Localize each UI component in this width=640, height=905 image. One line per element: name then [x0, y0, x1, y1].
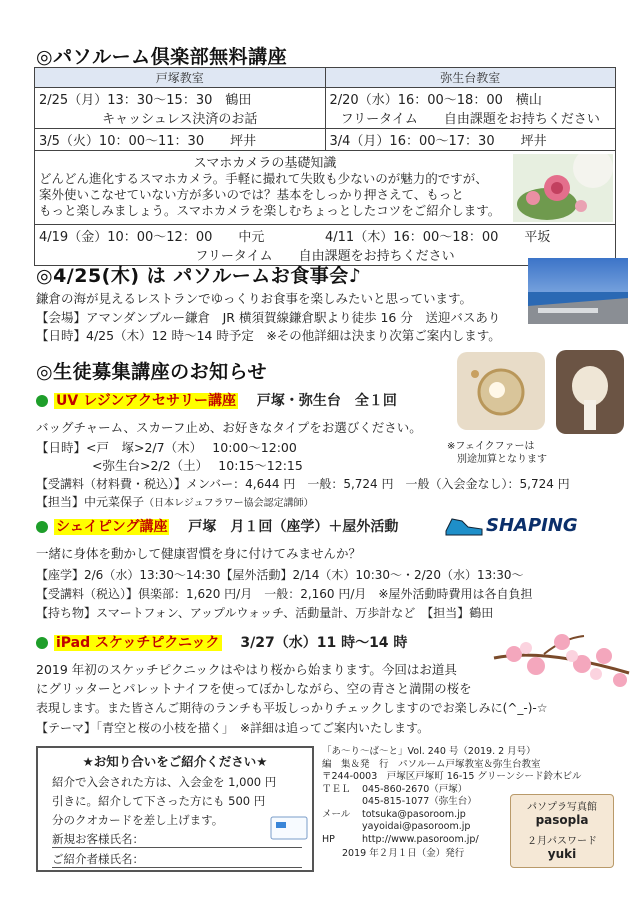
uv-course-where: 戸塚・弥生台 全１回	[256, 393, 397, 409]
publisher-text: 編 集＆発 行 パソルーム戸塚教室＆弥生台教室	[322, 758, 541, 770]
uv-course-heading	[36, 390, 397, 410]
date-text: 2/20（水）16：00〜18：00 横山	[329, 93, 542, 108]
bullet-icon	[36, 521, 48, 533]
password-label: ２月パスワード	[527, 836, 597, 847]
new-customer-field[interactable]	[52, 831, 302, 848]
fur-charm-photo	[556, 350, 624, 434]
shaping-logo-text: SHAPING	[486, 515, 578, 536]
referral-title: ★お知り合いをご紹介ください★	[82, 754, 268, 769]
schedule-cell	[325, 88, 616, 129]
schedule-cell: 3/5（火）10：00〜11：30 坪井	[35, 129, 326, 151]
shaping-fee: 【受講料（税込）】倶楽部：1,620 円/月 一般：2,160 円/月 ※屋外活動時費用は各自負担	[36, 587, 533, 601]
shaping-course-name: シェイピング講座	[56, 519, 168, 535]
shaping-items: 【持ち物】スマートフォン、アップルウォッチ、活動量計、万歩計など 【担当】鶴田	[36, 606, 494, 620]
password-value: yuki	[547, 847, 577, 861]
shaping-course-heading	[36, 516, 398, 536]
col-totsuka: 戸塚教室	[35, 68, 326, 88]
uv-teacher-name: 【担当】中元菜保子	[36, 495, 145, 509]
tel-number: 045-815-1077（弥生台）	[362, 796, 477, 807]
smartphone-desc-2: もっと楽しみましょう。スマホカメラを楽しむちょっとしたコツをご紹介します。	[39, 203, 501, 218]
ipad-desc-1: にグリッターとパレットナイフを使ってぼかしながら、空の青さと満開の桜を	[36, 681, 472, 696]
uv-date2: <弥生台>2/2（土） 10:15〜12:15	[92, 458, 303, 473]
referral-line: 分のクオカードを差し上げます。	[52, 813, 224, 827]
ipad-course-heading	[36, 632, 407, 652]
photo-gallery-id: pasopla	[535, 813, 589, 827]
photo-gallery-box	[510, 794, 614, 868]
uv-teacher	[36, 494, 314, 512]
smartphone-desc-1: 案外使いこなせていない方が多いのでは？基本をしっかり押さえて、もっと	[39, 187, 464, 202]
bullet-icon	[36, 395, 48, 407]
referral-line: 紹介で入会された方は、入会金を 1,000 円	[52, 775, 277, 789]
hp-link[interactable]: http://www.pasoroom.jp/	[362, 833, 479, 845]
ipad-desc-2: 表現します。また皆さんご期待のランチも平坂しっかりチェックしますのでお楽しみに(^_-)-☆	[36, 701, 548, 715]
date-text: 4/19（金）10：00〜12：00 中元	[39, 230, 265, 245]
referrer-label: ご紹介者様氏名：	[52, 852, 144, 866]
ipad-desc-0: 2019 年初のスケッチピクニックはやはり桜から始まります。今回はお道具	[36, 662, 457, 677]
ipad-course-when: 3/27（水）11 時〜14 時	[240, 635, 408, 651]
fur-note	[447, 440, 547, 466]
uv-date1: 【日時】<戸 塚>2/7（木） 10:00〜12:00	[36, 440, 297, 455]
hp-label: HP	[322, 833, 335, 845]
new-customer-label: 新規お客様氏名：	[52, 832, 144, 846]
smartphone-title: スマホカメラの基礎知識	[193, 156, 337, 171]
referral-box	[36, 746, 314, 872]
ipad-theme: 【テーマ】「青空と桜の小枝を描く」 ※詳細は追ってご案内いたします。	[36, 721, 430, 735]
bullet-icon	[36, 637, 48, 649]
resin-charm-photo	[457, 352, 545, 430]
shaping-logo	[444, 512, 584, 540]
shaping-schedule: 【座学】2/6（水）13:30〜14:30【屋外活動】2/14（木）10:30〜・2/20（水）13:30〜	[36, 568, 524, 582]
sneaker-icon	[444, 513, 484, 539]
restaurant-photo	[528, 258, 628, 324]
rose-photo	[513, 154, 613, 222]
referrer-field[interactable]	[52, 851, 302, 868]
courses-title: ◎生徒募集講座のお知らせ	[36, 361, 268, 383]
topic-text: キャッシュレス決済のお話	[102, 112, 258, 127]
date-text: 4/11（木）16：00〜18：00 平坂	[325, 230, 551, 245]
schedule-cell	[35, 88, 326, 129]
shaping-desc: 一緒に身体を動かして健康習慣を身に付けてみませんか？	[36, 546, 362, 561]
date-text: 2/25（月）13：30〜15：30 鶴田	[39, 93, 252, 108]
mail-label: メール	[322, 808, 351, 820]
uv-course-name: UV レジンアクセサリー講座	[56, 393, 236, 409]
mail-address[interactable]: totsuka@pasoroom.jp	[362, 808, 466, 820]
meal-desc: 鎌倉の海が見えるレストランでゆっくりお食事を楽しみたいと思っています。	[36, 291, 473, 306]
issue-date: 2019 年２月１日（金）発行	[342, 848, 465, 859]
ipad-course-name: iPad スケッチピクニック	[56, 635, 220, 651]
issue-text: 「あ〜り〜ば〜と」Vol. 240 号（2019. 2 月号）	[322, 746, 536, 757]
meal-venue: 【会場】アマンダンブルー鎌倉 JR 横須賀線鎌倉駅より徒歩 16 分 送迎バスあり	[36, 310, 501, 325]
cherry-blossom-illustration	[484, 628, 634, 696]
uv-desc: バッグチャーム、スカーフ止め、お好きなタイプをお選びください。	[36, 420, 422, 435]
tel-number: 045-860-2670（戸塚）	[362, 783, 468, 795]
address-text: 〒244-0003 戸塚区戸塚町 16-15 グリーンシード鈴木ビル	[322, 771, 582, 782]
shaping-course-where: 戸塚 月１回（座学）＋屋外活動	[188, 519, 399, 535]
referral-line: 引きに。紹介して下さった方にも 500 円	[52, 794, 266, 808]
uv-fee: 【受講料（材料費・税込）】メンバー：4,644 円 一般：5,724 円 一般（入会金なし）：5,724 円	[36, 477, 570, 491]
smartphone-cell	[35, 151, 616, 225]
club-title: ◎パソルーム倶楽部無料講座	[36, 46, 288, 68]
fur-note-line: 別途加算となります	[457, 454, 547, 465]
tel-label: ＴＥＬ	[322, 783, 351, 795]
col-yayoidai: 弥生台教室	[325, 68, 616, 88]
smartphone-desc-0: どんどん進化するスマホカメラ。手軽に撮れて失敗も少ないのが魅力的ですが、	[39, 171, 488, 186]
fur-note-line: ※フェイクファーは	[447, 441, 535, 452]
topic-text: フリータイム 自由課題をお持ちください	[195, 249, 455, 264]
topic-text: フリータイム 自由課題をお持ちください	[340, 112, 600, 127]
meal-datetime: 【日時】4/25（木）12 時〜14 時予定 ※その他詳細は決まり次第ご案内します。	[36, 328, 501, 343]
schedule-table	[34, 67, 616, 266]
photo-gallery-title: パソプラ写真館	[527, 802, 597, 813]
schedule-cell: 3/4（月）16：00〜17：30 坪井	[325, 129, 616, 151]
meal-title: ◎4/25(木) は パソルームお食事会♪	[36, 265, 362, 287]
mail-address[interactable]: yayoidai@pasoroom.jp	[362, 821, 471, 832]
uv-teacher-note: （日本レジュフラワー協会認定講師）	[144, 498, 314, 509]
